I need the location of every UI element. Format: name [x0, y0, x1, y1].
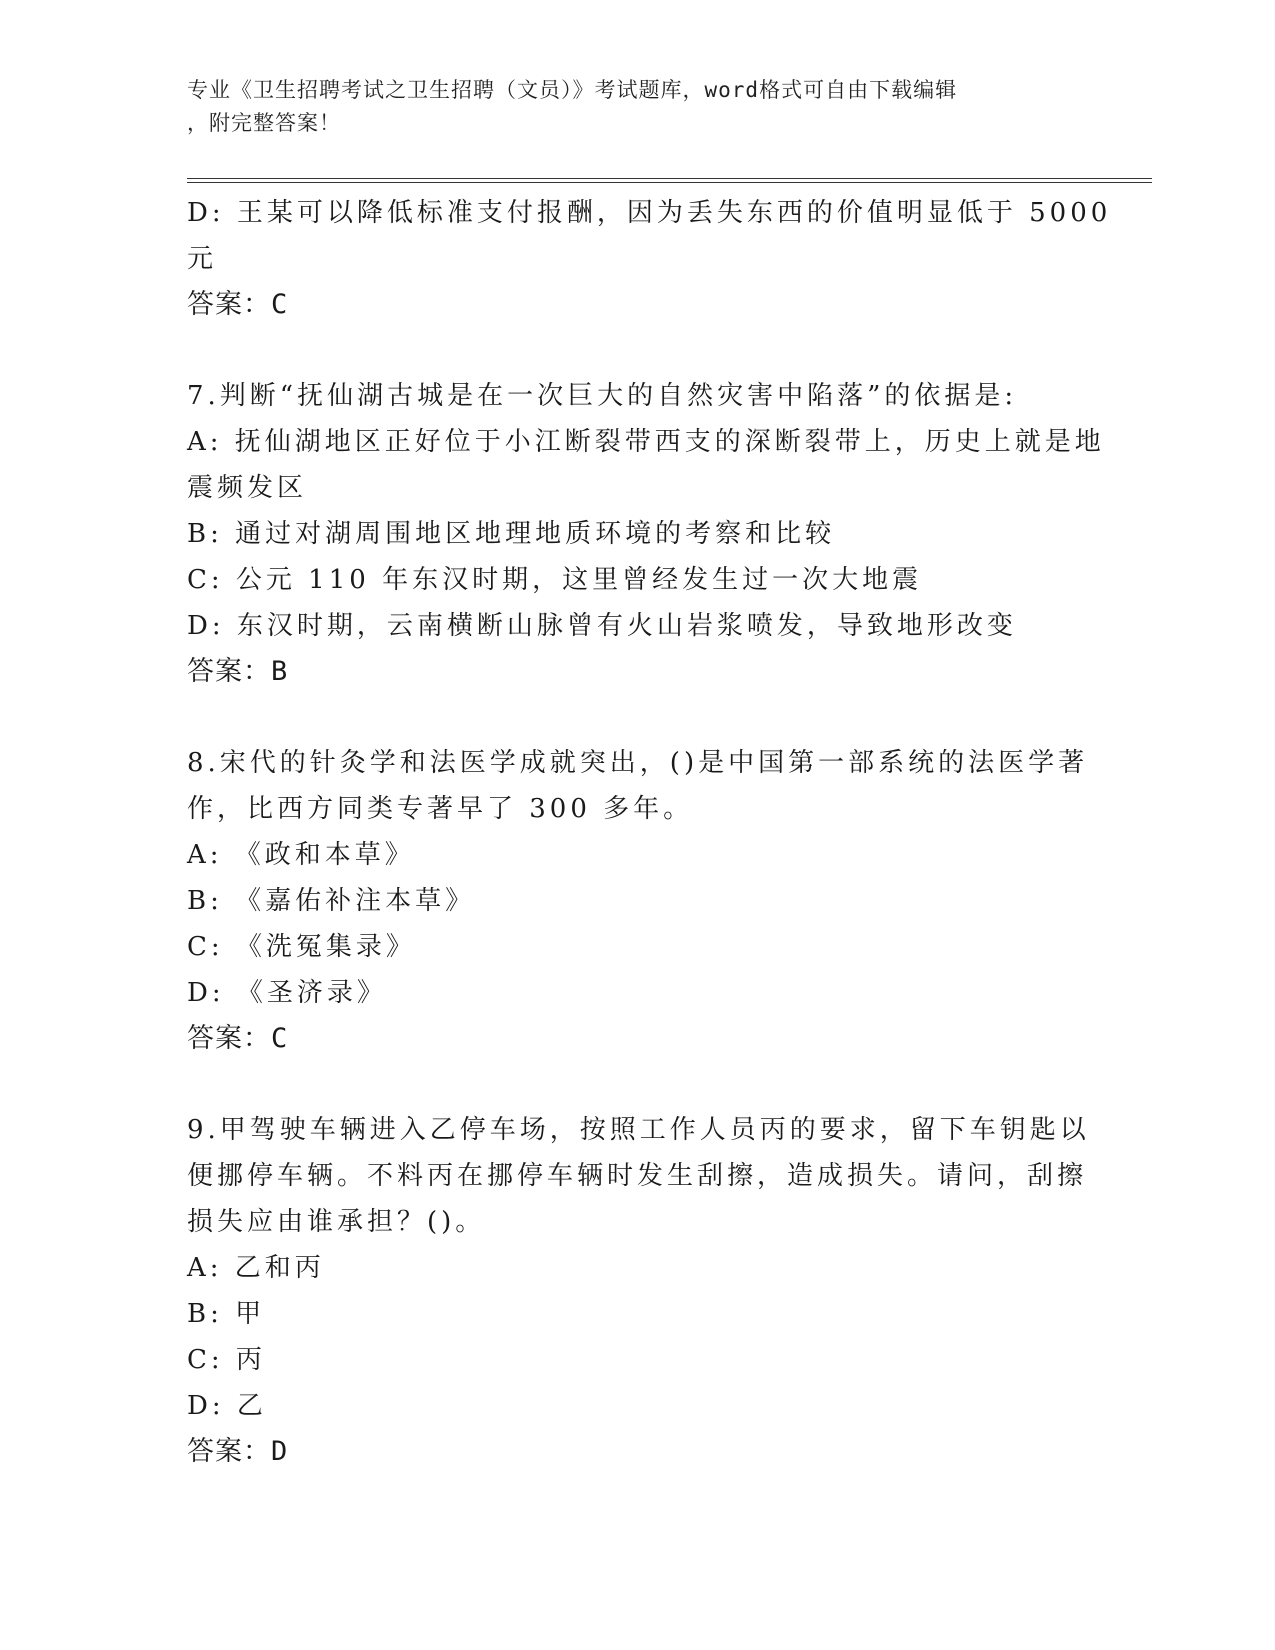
option-b: B: 《嘉佑补注本草》: [187, 886, 476, 916]
header-divider: [187, 178, 1152, 183]
question-stem: 7.判断“抚仙湖古城是在一次巨大的自然灾害中陷落”的依据是:: [187, 381, 1018, 411]
option-d: D: 王某可以降低标准支付报酬，因为丢失东西的价值明显低于 5000: [187, 198, 1112, 228]
option-b: B: 甲: [187, 1299, 266, 1329]
option-a-continued: 震频发区: [187, 473, 308, 503]
question-stem: 8.宋代的针灸学和法医学成就突出，()是中国第一部系统的法医学著: [187, 748, 1089, 778]
question-9: [187, 1107, 1090, 1475]
answer: 答案：B: [187, 656, 289, 687]
option-d: D: 《圣济录》: [187, 978, 387, 1008]
question-7: [187, 373, 1105, 695]
question-6-tail: [187, 190, 1112, 328]
option-c: C: 丙: [187, 1345, 266, 1375]
option-d-continued: 元: [187, 244, 218, 274]
spacer: [187, 328, 1077, 373]
option-a: A: 抚仙湖地区正好位于小江断裂带西支的深断裂带上，历史上就是地: [187, 427, 1105, 457]
header-line-1: 专业《卫生招聘考试之卫生招聘（文员）》考试题库，word格式可自由下载编辑: [187, 78, 958, 102]
option-a: A: 《政和本草》: [187, 840, 415, 870]
answer: 答案：D: [187, 1436, 289, 1467]
question-list: [187, 190, 1112, 1475]
option-c: C: 《洗冤集录》: [187, 932, 416, 962]
page-header: [187, 74, 1067, 140]
header-line-2: ，附完整答案！: [187, 111, 341, 135]
spacer: [187, 695, 1077, 740]
question-stem-continued: 作，比西方同类专著早了 300 多年。: [187, 794, 694, 824]
option-d: D: 东汉时期，云南横断山脉曾有火山岩浆喷发，导致地形改变: [187, 611, 1017, 641]
question-8: [187, 740, 1089, 1062]
spacer: [187, 1062, 1077, 1107]
answer: 答案：C: [187, 1023, 289, 1054]
option-b: B: 通过对湖周围地区地理地质环境的考察和比较: [187, 519, 836, 549]
question-stem-continued: 便挪停车辆。不料丙在挪停车辆时发生刮擦，造成损失。请问，刮擦: [187, 1161, 1088, 1191]
answer: 答案：C: [187, 289, 289, 320]
option-c: C: 公元 110 年东汉时期，这里曾经发生过一次大地震: [187, 565, 923, 595]
question-stem-continued: 损失应由谁承担？()。: [187, 1207, 486, 1237]
option-d: D: 乙: [187, 1391, 267, 1421]
option-a: A: 乙和丙: [187, 1253, 325, 1283]
question-stem: 9.甲驾驶车辆进入乙停车场，按照工作人员丙的要求，留下车钥匙以: [187, 1115, 1090, 1145]
